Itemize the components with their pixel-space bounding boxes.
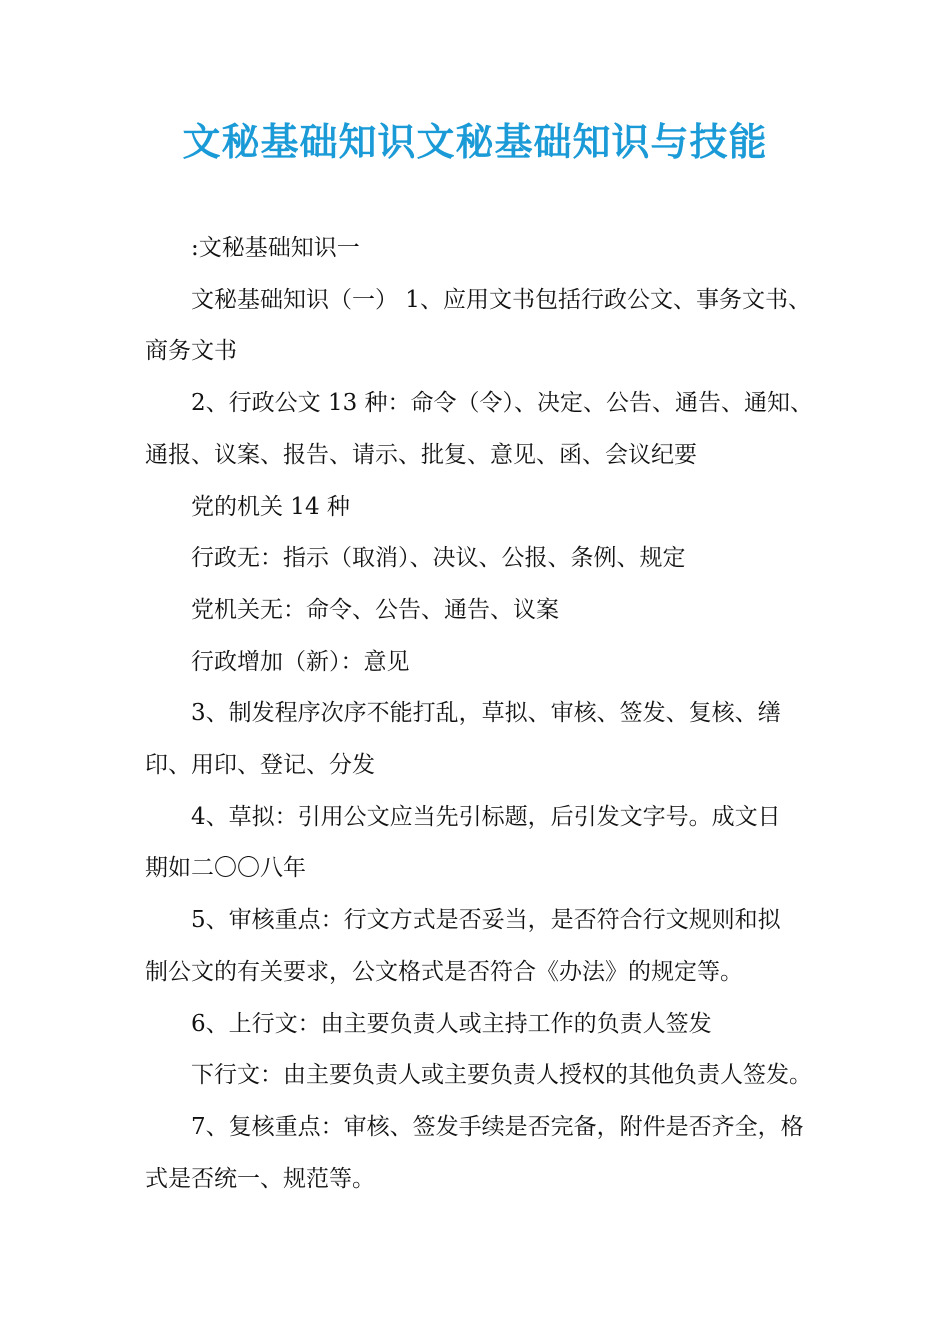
paragraph-line: 通报、议案、报告、请示、批复、意见、函、会议纪要 <box>145 441 697 468</box>
paragraph-line: 7、复核重点：审核、签发手续是否完备，附件是否齐全，格 <box>191 1113 804 1140</box>
paragraph-line: 文秘基础知识（一） 1、应用文书包括行政公文、事务文书、 <box>191 286 811 313</box>
paragraph <box>145 585 815 637</box>
document-body <box>145 223 815 1205</box>
paragraph-line: :文秘基础知识一 <box>191 235 360 261</box>
paragraph-line: 3、制发程序次序不能打乱，草拟、审核、签发、复核、缮 <box>191 700 781 727</box>
paragraph-line: 党机关无：命令、公告、通告、议案 <box>191 596 559 623</box>
paragraph <box>145 637 815 689</box>
paragraph-line: 2、行政公文 13 种：命令（令）、决定、公告、通告、通知、 <box>191 390 814 417</box>
paragraph-line: 印、用印、登记、分发 <box>145 752 375 779</box>
paragraph-line: 4、草拟：引用公文应当先引标题，后引发文字号。成文日 <box>191 803 781 830</box>
paragraph-line: 商务文书 <box>145 338 237 365</box>
paragraph <box>145 223 815 275</box>
paragraph <box>145 999 815 1051</box>
document-title: 文秘基础知识文秘基础知识与技能 <box>182 120 768 164</box>
paragraph <box>145 895 815 998</box>
paragraph <box>145 533 815 585</box>
paragraph <box>145 792 815 895</box>
paragraph-line: 行政增加（新）：意见 <box>191 648 410 675</box>
paragraph <box>145 1050 815 1102</box>
paragraph-line: 行政无：指示（取消）、决议、公报、条例、规定 <box>191 545 686 572</box>
paragraph-line: 党的机关 14 种 <box>191 493 350 520</box>
paragraph-line: 6、上行文：由主要负责人或主持工作的负责人签发 <box>191 1010 712 1037</box>
paragraph <box>145 688 815 791</box>
paragraph <box>145 1102 815 1205</box>
paragraph-line: 5、审核重点：行文方式是否妥当，是否符合行文规则和拟 <box>191 907 781 934</box>
paragraph <box>145 482 815 534</box>
paragraph <box>145 275 815 378</box>
paragraph-line: 下行文：由主要负责人或主要负责人授权的其他负责人签发。 <box>191 1062 812 1089</box>
paragraph <box>145 378 815 481</box>
paragraph-line: 期如二〇〇八年 <box>145 855 306 882</box>
paragraph-line: 制公文的有关要求，公文格式是否符合《办法》的规定等。 <box>145 958 743 985</box>
paragraph-line: 式是否统一、规范等。 <box>145 1165 375 1192</box>
